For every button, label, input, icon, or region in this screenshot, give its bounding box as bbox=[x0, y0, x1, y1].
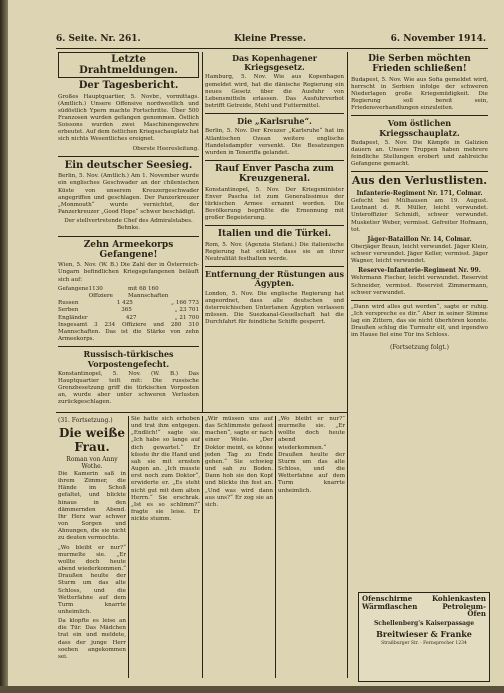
column-rule bbox=[275, 416, 276, 678]
divider bbox=[58, 236, 199, 237]
list-subheading: Infanterie-Regiment Nr. 171, Colmar. bbox=[356, 190, 483, 198]
casualty-list: Gefecht bei Mülhausen am 19. August. Leutnant d. R. Müller, leicht verwundet. Unteroffizier Schmidt, schwer verwundet. Musketier Weber, vermisst. Gefreiter Hofmann, tot. bbox=[351, 198, 488, 233]
table-row: Russen 1 425 „ 166 773 bbox=[58, 300, 199, 307]
article-headline: Entfernung der Rüstungen aus Ägypten. bbox=[205, 269, 344, 289]
news-column-3 bbox=[351, 52, 488, 588]
list-subheading: Reserve-Infanterie-Regiment Nr. 99. bbox=[358, 267, 481, 275]
column-rule bbox=[347, 52, 348, 678]
continued-note: (Fortsetzung folgt.) bbox=[390, 343, 449, 351]
serial-column-1 bbox=[58, 416, 126, 678]
table-row: Gefangene 1130 Offiziere mit 68 160 Mannschaften bbox=[58, 285, 169, 299]
page-number: 6. Seite. Nr. 261. bbox=[56, 34, 141, 44]
ad-firm: Schellenberg's Kaiserpassage bbox=[373, 620, 475, 628]
divider bbox=[205, 225, 344, 226]
article-body: Berlin, 5. Nov. (Amtlich.) Am 1. November wurde ein englisches Geschwader an der chilenischen Küste von unserem Kreuzergeschwader angegriffen und geschlagen. Der Panzerkreuzer „Monmouth“ wurde vernichtet, der Panzerkreuzer „Good Hope“ schwer beschädigt. bbox=[58, 173, 199, 216]
ad-product-left: Ofenschirme Wärmflaschen bbox=[362, 594, 418, 611]
divider bbox=[205, 266, 344, 267]
divider bbox=[351, 115, 488, 116]
divider bbox=[205, 160, 344, 161]
column-rule bbox=[202, 52, 203, 412]
article-signature: Der stellvertretende Chef des Admiralstabes. Behnke. bbox=[64, 218, 193, 232]
ad-product-right: Kohlenkasten Petroleum-Öfen bbox=[432, 594, 486, 619]
news-column-1 bbox=[58, 52, 199, 410]
ad-address: Straßburger Str. · Fernsprecher 1234 bbox=[381, 641, 467, 647]
serial-number: (31. Fortsetzung.) bbox=[58, 417, 113, 424]
section-title-latest-news: Letzte Drahtmeldungen. bbox=[58, 52, 199, 78]
article-headline: Vom östlichen Kriegsschauplatz. bbox=[379, 118, 460, 138]
issue-date: 6. November 1914. bbox=[390, 34, 486, 44]
serial-text: „Wir müssen uns auf das Schlimmste gefasst machen“, sagte er nach einer Weile. „Der Doktor meint, es könne jeden Tag zu Ende gehen.“ Sie schwieg und sah zu Boden. Dann hob sie den Kopf und blickte ihn fest an. „Und was wird dann aus uns?“ Er zog sie an sich. bbox=[205, 416, 273, 508]
serial-text: „Wo bleibt er nur?“ murmelte sie. „Er wollte doch heute abend wiederkommen.“ Draußen heulte der Sturm um das alte Schloss, und die Wetterfahne auf dem Turm knarrte unheimlich. bbox=[278, 416, 345, 494]
divider bbox=[205, 113, 344, 114]
list-subheading: Jäger-Bataillon Nr. 14, Colmar. bbox=[367, 235, 472, 243]
article-headline: Italien und die Türkei. bbox=[217, 229, 332, 240]
serial-text: Da klopfte es leise an die Tür. Das Mädchen trat ein und meldete, dass der junge Herr soeben angekommen sei. bbox=[58, 618, 126, 660]
serial-text: Sie hatte sich erhoben und trat ihm entgegen. „Endlich!“ sagte sie. „Ich habe so lange auf dich gewartet.“ Er küsste ihr die Hand und sah sie mit ernsten Augen an. „Ich musste erst noch zum Doktor“, erwiderte er. „Es steht nicht gut mit dem alten Herrn.“ Sie erschrak. „Ist es so schlimm?“ fragte sie leise. Er nickte stumm. bbox=[131, 416, 200, 523]
article-body: Hamburg, 5. Nov. Wie aus Kopenhagen gemeldet wird, hat die dänische Regierung ein neues Gesetz über die Ausfuhr von Lebensmitteln erlassen. Das Ausfuhrverbot betrifft Getreide, Mehl und Futtermittel. bbox=[205, 74, 344, 109]
news-column-2 bbox=[205, 52, 344, 410]
divider bbox=[351, 300, 488, 301]
article-body: Konstantinopel, 5. Nov. Der Kriegsminister Enver Pascha ist zum Generalissimus der türkischen Armee ernannt worden. Die Bevölkerung begrüßte die Ernennung mit großer Begeisterung. bbox=[205, 186, 344, 222]
page-binding-edge bbox=[0, 0, 8, 693]
advertisement bbox=[358, 592, 490, 682]
page-bottom-edge bbox=[0, 686, 504, 693]
column-rule bbox=[202, 416, 203, 678]
serial-continuation: „Dann wird alles gut werden“, sagte er ruhig. „Ich verspreche es dir.“ Aber in seiner Stimme lag ein Zittern, das sie nicht überhören konnte. Draußen schlug die Turmuhr elf, und irgendwo im Hause fiel eine Tür ins Schloss. bbox=[351, 303, 488, 339]
article-body: Rom, 5. Nov. (Agenzia Stefani.) Die italienische Regierung hat erklärt, dass sie an ihrer Neutralität festhalten werde. bbox=[205, 241, 344, 263]
article-headline: Rauf Enver Pascha zum Kreuzgeneral. bbox=[215, 163, 334, 185]
table-row: Serben 365 „ 23 701 bbox=[58, 307, 199, 314]
article-body: Wien, 5. Nov. (W. B.) Die Zahl der in Österreich-Ungarn befindlichen Kriegsgefangenen beläuft sich auf: bbox=[58, 262, 199, 283]
article-headline: Der Tagesbericht. bbox=[78, 80, 179, 91]
serial-text: „Wo bleibt er nur?“ murmelte sie. „Er wollte doch heute abend wiederkommen.“ Draußen heulte der Sturm um das alte Schloss, und die Wetterfahne auf dem Turm knarrte unheimlich. bbox=[58, 544, 126, 615]
casualty-list: Oberjäger Braun, leicht verwundet. Jäger Klein, schwer verwundet. Jäger Keller, vermisst. Jäger Wagner, leicht verwundet. bbox=[351, 243, 488, 265]
casualty-list: Wehrmann Fischer, leicht verwundet. Reservist Schneider, vermisst. Reservist Zimmermann, schwer verwundet. bbox=[351, 275, 488, 296]
divider bbox=[58, 346, 199, 347]
section-rule bbox=[56, 412, 348, 413]
divider bbox=[351, 171, 488, 172]
article-headline: Das Kopenhagener Kriegsgesetz. bbox=[232, 53, 317, 73]
article-signature: Oberste Heeresleitung. bbox=[132, 145, 199, 152]
article-body: London, 5. Nov. Die englische Regierung hat angeordnet, dass alle deutschen und österreichischen Untertanen Ägypten verlassen müssen. Die Suezkanal-Gesellschaft hat die Durchfahrt für feindliche Schiffe gesperrt. bbox=[205, 290, 344, 326]
ad-brand: Breitwieser & Franke bbox=[376, 629, 472, 640]
article-headline: Russisch-türkisches Vorpostengefecht. bbox=[83, 349, 174, 369]
article-body: Berlin, 5. Nov. Der Kreuzer „Karlsruhe“ hat im Atlantischen Ozean weitere englische Handelsdampfer versenkt. Die Besatzungen wurden in Teneriffa gelandet. bbox=[205, 128, 344, 156]
article-headline: Zehn Armeekorps Gefangene! bbox=[83, 239, 174, 260]
column-rule bbox=[128, 416, 129, 678]
serial-title: Die weiße Frau. bbox=[58, 426, 126, 454]
table-row: Engländer 427 „ 21 700 bbox=[58, 314, 199, 321]
article-body: Großes Hauptquartier, 5. Novbr., vormittags. (Amtlich.) Unsere Offensive nordwestlich und südöstlich Ypern machte Fortschritte. Über 500 Franzosen wurden gefangen genommen. Östlich Soissons wurden zwei Maschinengewehre erbeutet. Auf dem östlichen Kriegsschauplatz hat sich nichts Wesentliches ereignet. bbox=[58, 93, 199, 143]
article-body: Budapest, 5. Nov. Wie aus Sofia gemeldet wird, herrscht in Serbien infolge der schweren Niederlagen große Kriegsmüdigkeit. Die Regierung soll bereit sein, Friedensverhandlungen einzuleiten. bbox=[351, 76, 488, 112]
serial-column-3 bbox=[205, 416, 273, 678]
serial-author: Roman von Anny Wothe. bbox=[66, 456, 118, 470]
article-headline: Die Serben möchten Frieden schließen! bbox=[368, 54, 471, 75]
article-body: Budapest, 5. Nov. Die Kämpfe in Galizien dauern an. Unsere Truppen haben mehrere feindliche Stellungen erobert und zahlreiche Gefangene gemacht. bbox=[351, 139, 488, 168]
article-body: Konstantinopel, 5. Nov. (W. B.) Das Hauptquartier teilt mit: Die russische Grenzbesetzung griff die türkischen Vorposten an, wurde aber unter schweren Verlusten zurückgeschlagen. bbox=[58, 370, 199, 406]
article-headline: Aus den Verlustlisten. bbox=[351, 174, 488, 188]
ad-products bbox=[359, 593, 489, 620]
header-rule bbox=[56, 48, 488, 49]
article-headline: Ein deutscher Seesieg. bbox=[64, 159, 193, 171]
serial-text: Die Kamerin saß in ihrem Zimmer, die Hände im Schoß gefaltet, und blickte hinaus in den dämmernden Abend. Ihr Herz war schwer von Sorgen und Ahnungen, die sie nicht zu deuten vermochte. bbox=[58, 471, 126, 542]
page-header bbox=[56, 34, 486, 48]
serial-column-4 bbox=[278, 416, 345, 678]
divider bbox=[58, 156, 199, 157]
article-body: Insgesamt 3 234 Offiziere und 280 310 Mannschaften. Das ist die Stärke von zehn Armeekorps. bbox=[58, 321, 199, 343]
newspaper-title: Kleine Presse. bbox=[234, 34, 307, 44]
prisoner-table bbox=[58, 286, 199, 322]
article-headline: Die „Karlsruhe“. bbox=[237, 116, 312, 127]
serial-column-2 bbox=[131, 416, 200, 678]
